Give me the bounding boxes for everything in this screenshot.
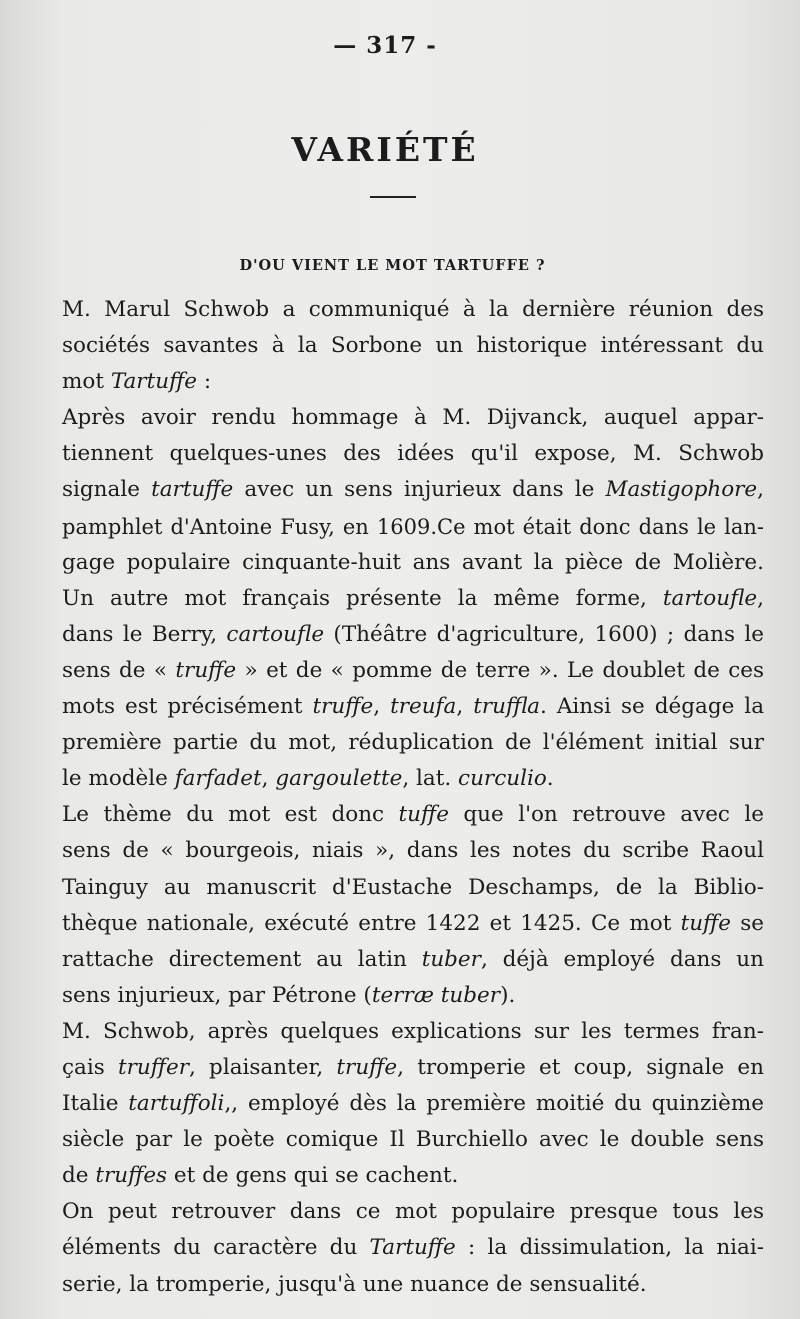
paragraph-2 xyxy=(38,400,764,580)
text-line: Italie tartuffoli,, employé dès la première moitié du quinzième xyxy=(62,1091,765,1117)
text-line: Le thème du mot est donc tuffe que l'on retrouve avec le xyxy=(62,802,764,828)
text-line: le modèle farfadet, gargoulette, lat. curculio. xyxy=(62,766,554,792)
text-line: sens de « truffe » et de « pomme de terre ». Le doublet de ces xyxy=(62,657,765,683)
text-line: tiennent quelques-unes des idées qu'il expose, M. Schwob xyxy=(62,441,764,467)
page-number: — 317 - xyxy=(333,32,437,59)
text-line: sens injurieux, par Pétrone (terræ tuber). xyxy=(62,982,516,1008)
text-line: sens de « bourgeois, niais », dans les notes du scribe Raoul xyxy=(62,838,764,864)
paragraph-1 xyxy=(38,292,764,400)
text-line: On peut retrouver dans ce mot populaire presque tous les xyxy=(62,1199,764,1225)
text-line: siècle par le poète comique Il Burchiello avec le double sens xyxy=(62,1127,764,1153)
text-line: signale tartuffe avec un sens injurieux dans le Mastigophore, xyxy=(62,477,764,503)
article-body xyxy=(38,292,764,1303)
text-line: thèque nationale, exécuté entre 1422 et 1425. Ce mot tuffe se xyxy=(62,910,764,936)
text-line: rattache directement au latin tuber, déjà employé dans un xyxy=(62,946,764,972)
text-line: Un autre mot français présente la même forme, tartoufle, xyxy=(62,585,764,611)
text-line: première partie du mot, réduplication de l'élément initial sur xyxy=(62,730,764,756)
paragraph-3 xyxy=(38,581,764,798)
section-title: VARIÉTÉ xyxy=(291,130,479,169)
text-line: dans le Berry, cartoufle (Théâtre d'agriculture, 1600) ; dans le xyxy=(62,621,764,647)
text-line: mots est précisément truffe, treufa, truffla. Ainsi se dégage la xyxy=(62,694,765,720)
paragraph-4 xyxy=(38,797,764,1014)
text-line: gage populaire cinquante-huit ans avant la pièce de Molière. xyxy=(62,549,764,575)
text-line: pamphlet d'Antoine Fusy, en 1609.Ce mot était donc dans le lan- xyxy=(62,514,764,539)
text-line: Après avoir rendu hommage à M. Dijvanck, auquel appar- xyxy=(62,405,764,431)
text-line: éléments du caractère du Tartuffe : la dissimulation, la niai- xyxy=(62,1235,764,1261)
article-title: D'OU VIENT LE MOT TARTUFFE ? xyxy=(239,257,546,274)
text-line: de truffes et de gens qui se cachent. xyxy=(62,1163,459,1189)
text-line: çais truffer, plaisanter, truffe, tromperie et coup, signale en xyxy=(62,1054,764,1080)
text-line: M. Schwob, après quelques explications sur les termes fran- xyxy=(62,1018,764,1044)
title-rule xyxy=(370,196,416,198)
text-line: mot Tartuffe : xyxy=(62,369,212,395)
text-line: Tainguy au manuscrit d'Eustache Deschamps, de la Biblio- xyxy=(62,874,764,900)
paragraph-5 xyxy=(38,1014,764,1194)
text-line: sociétés savantes à la Sorbone un historique intéressant du xyxy=(62,333,764,359)
text-line: M. Marul Schwob a communiqué à la dernière réunion des xyxy=(62,297,764,322)
paragraph-6 xyxy=(38,1194,764,1302)
text-line: serie, la tromperie, jusqu'à une nuance de sensualité. xyxy=(62,1271,647,1297)
